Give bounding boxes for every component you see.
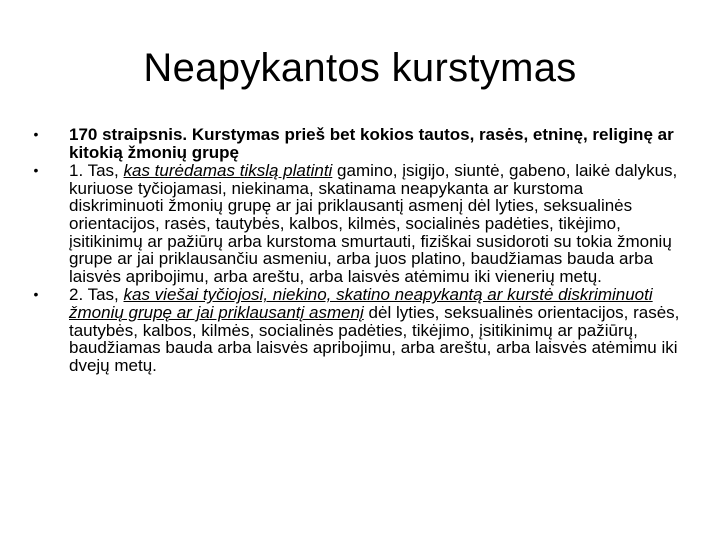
bullet-item-paragraph-2 [30, 286, 682, 374]
bullet-icon: • [33, 286, 39, 303]
paragraph-1-lead: 1. Tas, [69, 161, 124, 181]
bullet-item-paragraph-1 [30, 162, 682, 285]
bullet-icon: • [33, 126, 39, 142]
bullet-item-article-heading [30, 126, 682, 161]
paragraph-2-emphasis: kas viešai tyčiojosi, niekino, skatino neapykantą ar kurstė diskriminuoti žmonių grupę ar jai priklausantį asmenį [69, 285, 653, 322]
bullet-icon: • [33, 162, 39, 179]
slide-title: Neapykantos kurstymas [143, 46, 577, 90]
paragraph-2-rest: dėl lyties, seksualinės orientacijos, rasės, tautybės, kalbos, kilmės, socialinės padėties, tikėjimo, įsitikinimų ar pažiūrų, baudžiamas bauda arba laisvės apribojimu, arba areštu, arba laisvės atėmimu iki dvejų metų. [69, 302, 680, 375]
article-heading-text: 170 straipsnis. Kurstymas prieš bet kokios tautos, rasės, etninę, religinę ar kitokią žmonių grupę [69, 125, 674, 162]
paragraph-1-rest: gamino, įsigijo, siuntė, gabeno, laikė dalykus, kuriuose tyčiojamasi, niekinama, skatinama neapykanta ar kurstoma diskriminuoti žmonių grupę ar jai priklausantį asmenį dėl lyties, seksualinės orientacijos, rasės, tautybės, kalbos, kilmės, socialinės padėties, tikėjimo, įsitikinimų ar pažiūrų arba kurstoma smurtauti, fiziškai susidoroti su tokia žmonių grupe ar jai priklausančiu asmeniu, arba juos platino, baudžiamas bauda arba laisvės apribojimu, arba areštu, arba laisvės atėmimu iki vienerių metų. [69, 161, 678, 286]
paragraph-2-lead: 2. Tas, [69, 285, 124, 305]
bullet-list [30, 126, 682, 375]
paragraph-1-emphasis: kas turėdamas tikslą platinti [123, 161, 333, 181]
